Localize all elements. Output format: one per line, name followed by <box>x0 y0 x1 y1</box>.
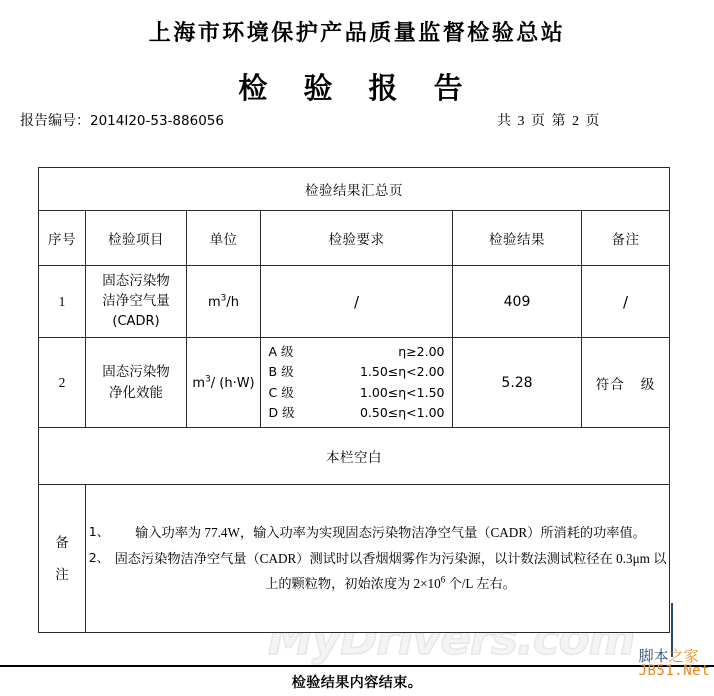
row1-unit <box>187 266 261 338</box>
remarks-label-line1: 备 <box>55 534 69 550</box>
remark-item-text <box>112 546 669 597</box>
grade-letter: D <box>268 404 279 420</box>
row1-unit-rest: /h <box>226 294 240 310</box>
blank-section-row <box>39 428 670 485</box>
mydrivers-watermark: MyDrivers.com <box>268 612 635 665</box>
row2-note <box>582 338 670 428</box>
grade-value: 1.50≤η<2.00 <box>359 364 445 380</box>
remarks-body <box>86 485 670 633</box>
document-title: 检 验 报 告 <box>238 71 476 105</box>
results-table <box>38 167 670 633</box>
grade-label-cn: 级 <box>282 405 295 420</box>
grade-criteria-list <box>269 342 445 423</box>
grade-label-cn: 级 <box>281 385 294 400</box>
column-header-requirement: 检验要求 <box>261 211 453 266</box>
row2-note-prefix: 符合 <box>595 376 625 392</box>
remark-item-number: 2、 <box>88 549 110 565</box>
site-watermark <box>639 648 710 679</box>
grade-letter: C <box>268 384 278 400</box>
results-table-wrapper <box>38 167 669 633</box>
grade-letter: A <box>268 344 278 359</box>
grade-row <box>269 403 445 423</box>
grade-label-cn: 级 <box>281 365 294 380</box>
remarks-label-line2: 注 <box>55 566 69 582</box>
row1-item-line3: (CADR) <box>112 314 160 330</box>
row1-unit-sup: 3 <box>220 293 227 304</box>
grade-row <box>269 383 445 403</box>
row2-unit-sup: 3 <box>205 374 211 385</box>
remarks-label <box>39 485 86 633</box>
column-header-note: 备注 <box>582 211 670 266</box>
row2-note-suffix: 级 <box>640 376 656 392</box>
grade-label <box>269 342 294 362</box>
remark-item-text-part1: 固态污染物洁净空气量（CADR）测试时以香烟烟雾作为污染源，以计数法测试粒径在 0.3μm 以上的颗粒物，初始浓度为 2×10 <box>114 550 667 592</box>
report-number-value: 2014I20-53-886056 <box>90 113 224 129</box>
row1-requirement-value: / <box>353 292 360 311</box>
grade-value: η≥2.00 <box>398 344 445 359</box>
footer-end-text: 检验结果内容结束。 <box>291 676 423 691</box>
grade-letter: B <box>268 364 278 380</box>
blank-section-text: 本栏空白 <box>39 428 670 485</box>
remark-item-number: 1、 <box>88 523 110 539</box>
remark-item-text-sup: 6 <box>440 574 446 585</box>
grade-value: 1.00≤η<1.50 <box>359 384 445 400</box>
remark-item <box>86 546 669 597</box>
grade-row <box>269 342 445 362</box>
remark-item-text: 输入功率为 77.4W，输入功率为实现固态污染物洁净空气量（CADR）所消耗的功率值。 <box>135 524 646 540</box>
report-number-label: 报告编号： <box>20 114 90 129</box>
organization-title: 上海市环境保护产品质量监督检验总站 <box>148 20 566 46</box>
row2-requirement <box>261 338 453 428</box>
row1-unit-base: m <box>207 294 221 310</box>
row1-item <box>86 266 187 338</box>
row1-no: 1 <box>39 266 86 338</box>
table-header-row <box>39 211 670 266</box>
table-row <box>39 266 670 338</box>
column-header-item: 检验项目 <box>86 211 187 266</box>
report-number <box>20 110 224 130</box>
row2-unit-base: m <box>192 375 206 391</box>
summary-title-cell: 检验结果汇总页 <box>39 168 670 211</box>
page-count: 共 3 页 第 2 页 <box>497 114 601 129</box>
row2-result-value: 5.28 <box>501 374 533 391</box>
report-meta-row <box>0 110 714 132</box>
row2-unit-rest: / (h·W) <box>210 375 255 391</box>
summary-title-row <box>39 168 670 211</box>
row2-item-line1: 固态污染物 <box>102 363 170 379</box>
grade-label <box>269 362 294 382</box>
column-header-no: 序号 <box>39 211 86 266</box>
row2-item <box>86 338 187 428</box>
row2-no: 2 <box>39 338 86 428</box>
row1-note-value: / <box>622 292 629 311</box>
column-header-unit: 单位 <box>187 211 261 266</box>
remarks-row <box>39 485 670 633</box>
row1-result <box>453 266 582 338</box>
grade-value: 0.50≤η<1.00 <box>359 404 445 420</box>
row1-item-line1: 固态污染物 <box>102 272 170 288</box>
grade-row <box>269 362 445 382</box>
grade-label <box>269 403 295 423</box>
remark-item <box>86 520 669 546</box>
site-watermark-cn <box>639 648 710 664</box>
grade-label <box>269 383 294 403</box>
row2-item-line2: 净化效能 <box>109 384 163 400</box>
remarks-list <box>86 520 669 597</box>
row1-result-value: 409 <box>503 293 531 310</box>
site-watermark-en: JB51.Net <box>638 663 710 680</box>
site-watermark-cn-orange: 之家 <box>668 647 699 665</box>
table-row <box>39 338 670 428</box>
row1-note <box>582 266 670 338</box>
column-header-result: 检验结果 <box>453 211 582 266</box>
grade-label-cn: 级 <box>281 345 294 359</box>
row2-unit <box>187 338 261 428</box>
remark-item-text-part2: 个/L 左右。 <box>445 576 516 592</box>
footer-divider <box>0 665 714 667</box>
row1-requirement <box>261 266 453 338</box>
row1-item-line2: 洁净空气量 <box>102 293 170 309</box>
site-watermark-cn-dark: 脚本 <box>638 647 669 665</box>
row2-result <box>453 338 582 428</box>
